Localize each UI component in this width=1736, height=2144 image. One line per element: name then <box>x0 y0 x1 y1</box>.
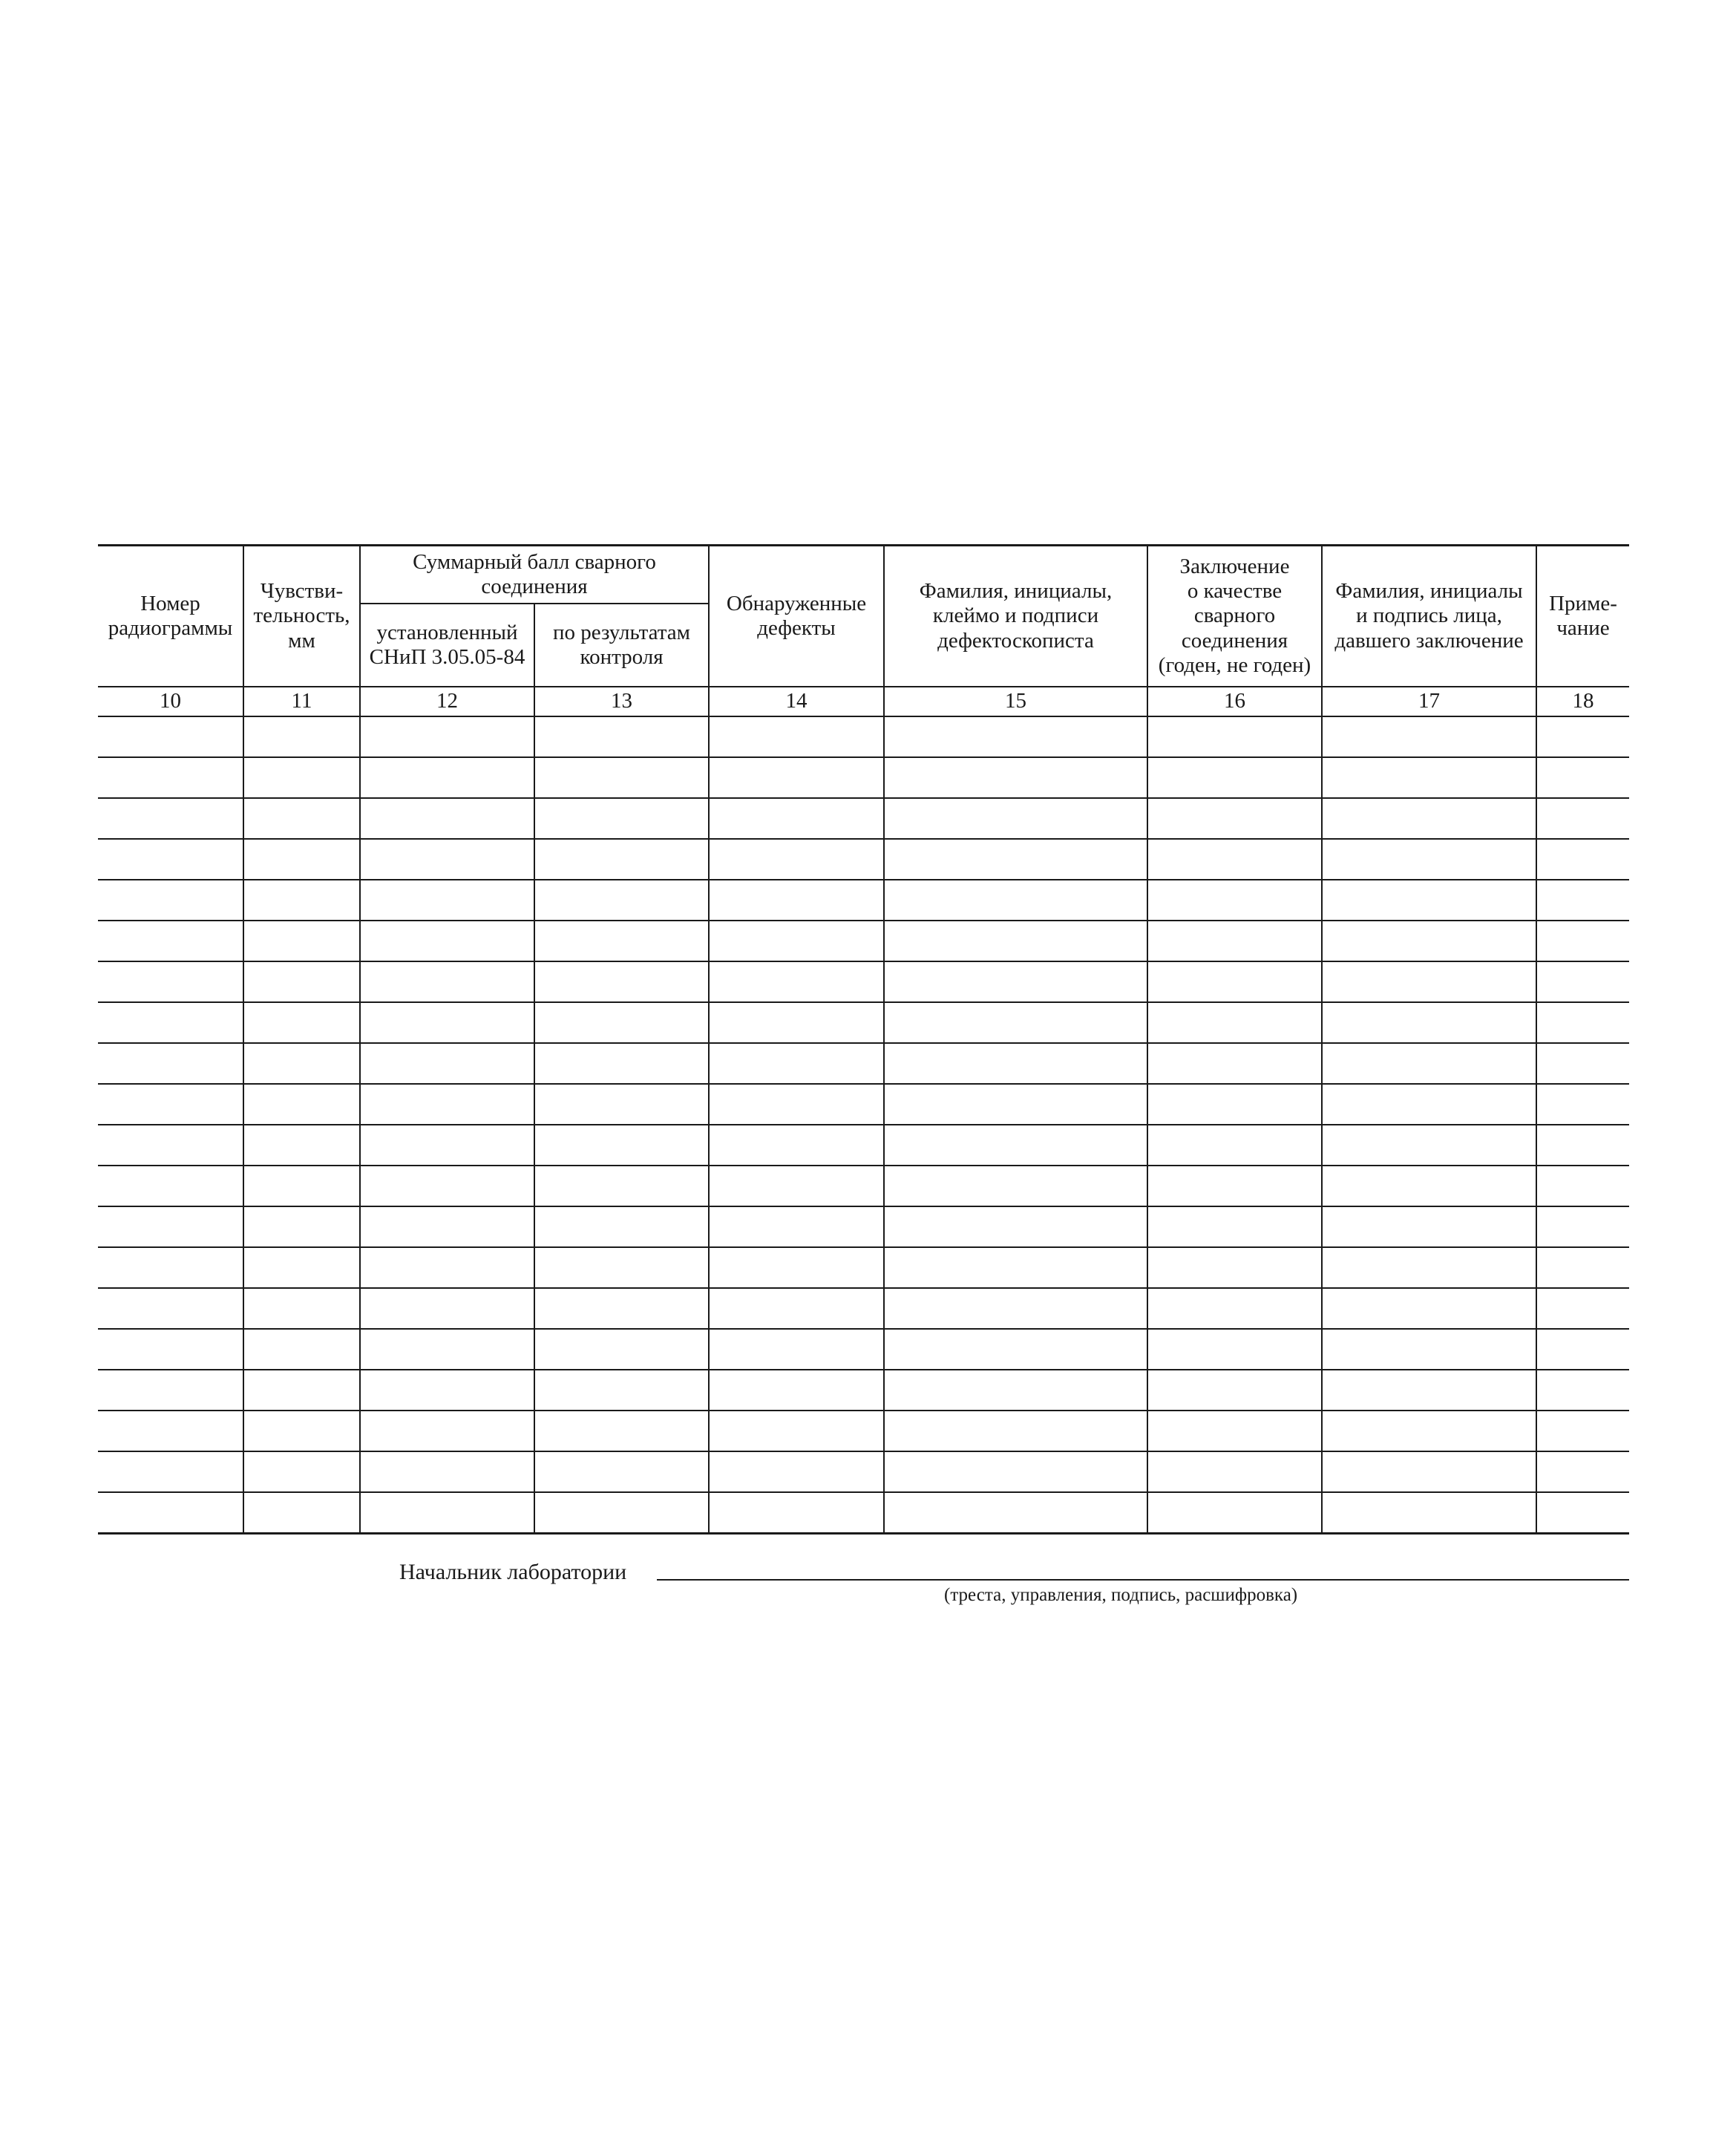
table-cell <box>243 1043 360 1084</box>
table-cell <box>1536 1370 1629 1411</box>
table-cell <box>709 1206 884 1247</box>
signature-block <box>399 1555 1629 1585</box>
table-cell <box>1322 880 1536 921</box>
signature-caption: (треста, управления, подпись, расшифровка) <box>944 1585 1298 1605</box>
table-cell <box>1536 921 1629 961</box>
table-cell <box>98 1247 243 1288</box>
table-row <box>98 757 1629 798</box>
table-cell <box>884 757 1147 798</box>
table-cell <box>243 1492 360 1534</box>
table-row <box>98 1288 1629 1329</box>
table-cell <box>534 1247 709 1288</box>
table-cell <box>534 1492 709 1534</box>
table-cell <box>1147 1043 1322 1084</box>
table-cell <box>534 716 709 757</box>
table-cell <box>709 1043 884 1084</box>
table-cell <box>360 1451 534 1492</box>
table-row <box>98 1370 1629 1411</box>
table-cell <box>709 1288 884 1329</box>
table-cell <box>1536 1411 1629 1451</box>
table-cell <box>1147 1084 1322 1125</box>
table-cell <box>1147 1166 1322 1206</box>
table-cell <box>1322 1206 1536 1247</box>
header-row-top <box>98 546 1629 604</box>
table-cell <box>243 1084 360 1125</box>
table-cell <box>1322 1125 1536 1166</box>
table-cell <box>534 839 709 880</box>
table-cell <box>534 1084 709 1125</box>
table-cell <box>534 880 709 921</box>
table-cell <box>709 1166 884 1206</box>
table-row <box>98 880 1629 921</box>
table-cell <box>884 1451 1147 1492</box>
table-cell <box>1147 1288 1322 1329</box>
column-number: 10 <box>98 687 243 716</box>
table-cell <box>1536 1247 1629 1288</box>
table-cell <box>1536 1125 1629 1166</box>
table-cell <box>98 1043 243 1084</box>
table-cell <box>884 1492 1147 1534</box>
table-row <box>98 1247 1629 1288</box>
table-row <box>98 1002 1629 1043</box>
table-cell <box>1536 716 1629 757</box>
table-cell <box>884 839 1147 880</box>
table-cell <box>360 1329 534 1370</box>
table-cell <box>534 1288 709 1329</box>
table-cell <box>360 1043 534 1084</box>
table-cell <box>243 1002 360 1043</box>
table-cell <box>243 921 360 961</box>
table-cell <box>884 1084 1147 1125</box>
table-cell <box>98 1329 243 1370</box>
table-cell <box>534 798 709 839</box>
table-cell <box>1322 1084 1536 1125</box>
header-cell-col12 <box>360 604 534 687</box>
column-number: 17 <box>1322 687 1536 716</box>
table-row <box>98 716 1629 757</box>
table-cell <box>360 839 534 880</box>
table-cell <box>884 716 1147 757</box>
table-cell <box>709 1084 884 1125</box>
table-cell <box>534 1411 709 1451</box>
table-cell <box>1322 1411 1536 1451</box>
table-cell <box>1536 1288 1629 1329</box>
header-cell-col14 <box>709 546 884 687</box>
table-cell <box>884 1125 1147 1166</box>
header-cell-col10 <box>98 546 243 687</box>
column-number: 15 <box>884 687 1147 716</box>
table-cell <box>360 921 534 961</box>
table-cell <box>98 1370 243 1411</box>
table-cell <box>1536 1451 1629 1492</box>
table-cell <box>243 839 360 880</box>
table-cell <box>360 1125 534 1166</box>
table-row <box>98 1411 1629 1451</box>
table-cell <box>98 1084 243 1125</box>
radiography-journal-table <box>98 544 1629 1535</box>
table-cell <box>1322 798 1536 839</box>
signature-label: Начальник лаборатории <box>399 1560 627 1584</box>
table-cell <box>1536 1043 1629 1084</box>
table-row <box>98 1084 1629 1125</box>
table-cell <box>360 1492 534 1534</box>
table-cell <box>709 1411 884 1451</box>
table-row <box>98 921 1629 961</box>
table-cell <box>1536 961 1629 1002</box>
table-cell <box>1147 1329 1322 1370</box>
table-cell <box>1536 757 1629 798</box>
table-cell <box>709 961 884 1002</box>
table-cell <box>709 716 884 757</box>
table-row <box>98 1451 1629 1492</box>
table-cell <box>243 1370 360 1411</box>
table-cell <box>709 1329 884 1370</box>
table-cell <box>243 1206 360 1247</box>
table-cell <box>243 757 360 798</box>
header-label-col11: Чувстви- тельность, мм <box>253 578 350 653</box>
table-cell <box>1536 839 1629 880</box>
table-cell <box>534 757 709 798</box>
header-cell-col18 <box>1536 546 1629 687</box>
table-cell <box>243 1288 360 1329</box>
table-row <box>98 961 1629 1002</box>
table-cell <box>1147 1492 1322 1534</box>
table-cell <box>1147 839 1322 880</box>
table-cell <box>1536 1492 1629 1534</box>
table-cell <box>884 921 1147 961</box>
table-cell <box>1147 880 1322 921</box>
table-cell <box>534 1206 709 1247</box>
table-cell <box>709 921 884 961</box>
header-label-col10: Номер радиограммы <box>108 591 233 640</box>
table-cell <box>709 880 884 921</box>
table-cell <box>243 1247 360 1288</box>
header-label-col18: Приме- чание <box>1549 591 1617 640</box>
table-row <box>98 1125 1629 1166</box>
header-label-col13: по результатам контроля <box>552 620 691 669</box>
header-cell-col15 <box>884 546 1147 687</box>
table-cell <box>360 1370 534 1411</box>
table-cell <box>709 1451 884 1492</box>
header-cell-col17 <box>1322 546 1536 687</box>
table-cell <box>243 798 360 839</box>
table-cell <box>884 1370 1147 1411</box>
table-row <box>98 1329 1629 1370</box>
table-cell <box>360 880 534 921</box>
table-cell <box>1147 716 1322 757</box>
table-cell <box>243 880 360 921</box>
table-cell <box>1322 757 1536 798</box>
table-cell <box>1322 1492 1536 1534</box>
table-cell <box>1147 757 1322 798</box>
header-cell-group-12-13 <box>360 546 709 604</box>
table-cell <box>360 1084 534 1125</box>
header-cell-col16 <box>1147 546 1322 687</box>
table-cell <box>98 921 243 961</box>
header-label-col16: Заключение о качестве сварного соединения (годен, не годен) <box>1158 554 1311 678</box>
table-cell <box>243 961 360 1002</box>
table-cell <box>98 1125 243 1166</box>
table-cell <box>360 1288 534 1329</box>
table-cell <box>360 1411 534 1451</box>
table-cell <box>534 1043 709 1084</box>
table-cell <box>534 1370 709 1411</box>
table-cell <box>1536 1166 1629 1206</box>
header-label-col12: установленный СНиП 3.05.05-84 <box>369 620 525 669</box>
table-cell <box>709 1370 884 1411</box>
table-row <box>98 1043 1629 1084</box>
table-cell <box>884 1002 1147 1043</box>
table-cell <box>709 798 884 839</box>
table-cell <box>243 1125 360 1166</box>
table-cell <box>360 1166 534 1206</box>
table-cell <box>98 1288 243 1329</box>
table-cell <box>360 1247 534 1288</box>
header-label-col14: Обнаруженные дефекты <box>726 591 867 640</box>
table-cell <box>243 1166 360 1206</box>
table-cell <box>534 1166 709 1206</box>
table-cell <box>884 1247 1147 1288</box>
table-cell <box>884 1206 1147 1247</box>
table-cell <box>1322 1370 1536 1411</box>
table-cell <box>1147 1125 1322 1166</box>
table-cell <box>1322 1043 1536 1084</box>
table-cell <box>1536 880 1629 921</box>
header-label-col17: Фамилия, инициалы и подпись лица, давшего заключение <box>1334 578 1524 653</box>
table-cell <box>709 1002 884 1043</box>
table-cell <box>1147 1370 1322 1411</box>
table-cell <box>1536 1002 1629 1043</box>
table-cell <box>709 1492 884 1534</box>
table-cell <box>98 880 243 921</box>
table-cell <box>1147 921 1322 961</box>
table-cell <box>1322 1288 1536 1329</box>
table-cell <box>98 1492 243 1534</box>
table-cell <box>534 921 709 961</box>
table-cell <box>1147 1411 1322 1451</box>
table-row <box>98 1166 1629 1206</box>
table-cell <box>360 716 534 757</box>
table-cell <box>243 716 360 757</box>
table-cell <box>709 839 884 880</box>
table-cell <box>534 1125 709 1166</box>
table-cell <box>1536 1329 1629 1370</box>
table-cell <box>360 1002 534 1043</box>
table-cell <box>1322 1002 1536 1043</box>
table-cell <box>1147 798 1322 839</box>
table-cell <box>884 798 1147 839</box>
column-number: 12 <box>360 687 534 716</box>
table-cell <box>98 1002 243 1043</box>
table-cell <box>1147 1002 1322 1043</box>
table-cell <box>98 798 243 839</box>
table-cell <box>884 1411 1147 1451</box>
table-row <box>98 1492 1629 1534</box>
table-cell <box>1147 1451 1322 1492</box>
table-cell <box>98 757 243 798</box>
table-cell <box>534 1329 709 1370</box>
table-row <box>98 839 1629 880</box>
table-cell <box>1322 716 1536 757</box>
header-label-col15: Фамилия, инициалы, клеймо и подписи дефектоскописта <box>919 578 1113 653</box>
table-cell <box>243 1451 360 1492</box>
table-cell <box>884 880 1147 921</box>
table-cell <box>1322 961 1536 1002</box>
table-cell <box>884 1329 1147 1370</box>
table-cell <box>1322 1247 1536 1288</box>
table-cell <box>98 1411 243 1451</box>
table-cell <box>98 1451 243 1492</box>
table-cell <box>1322 921 1536 961</box>
table-row <box>98 798 1629 839</box>
header-cell-col13 <box>534 604 709 687</box>
table-cell <box>884 961 1147 1002</box>
table-cell <box>534 1002 709 1043</box>
table-cell <box>884 1043 1147 1084</box>
table-cell <box>1322 1451 1536 1492</box>
table-row <box>98 1206 1629 1247</box>
table-cell <box>360 798 534 839</box>
table-cell <box>884 1288 1147 1329</box>
table-cell <box>360 961 534 1002</box>
column-number-row <box>98 687 1629 716</box>
table-cell <box>1536 1206 1629 1247</box>
column-number: 16 <box>1147 687 1322 716</box>
table-cell <box>1322 1329 1536 1370</box>
column-number: 18 <box>1536 687 1629 716</box>
table-cell <box>98 961 243 1002</box>
table-cell <box>1147 1206 1322 1247</box>
table-cell <box>98 1166 243 1206</box>
table-cell <box>709 1247 884 1288</box>
table-cell <box>534 961 709 1002</box>
table-cell <box>1147 1247 1322 1288</box>
column-number: 14 <box>709 687 884 716</box>
signature-line <box>657 1579 1629 1581</box>
table-cell <box>98 1206 243 1247</box>
table-cell <box>98 716 243 757</box>
table-cell <box>1536 1084 1629 1125</box>
table-cell <box>1322 1166 1536 1206</box>
column-number: 13 <box>534 687 709 716</box>
table-cell <box>1322 839 1536 880</box>
header-label-group-12-13: Суммарный балл сварного соединения <box>413 549 656 598</box>
table-cell <box>360 1206 534 1247</box>
table-cell <box>1147 961 1322 1002</box>
table-cell <box>534 1451 709 1492</box>
table-cell <box>1536 798 1629 839</box>
table-cell <box>709 1125 884 1166</box>
table-cell <box>360 757 534 798</box>
table-cell <box>243 1411 360 1451</box>
table-cell <box>709 757 884 798</box>
column-number: 11 <box>243 687 360 716</box>
header-cell-col11 <box>243 546 360 687</box>
table-cell <box>243 1329 360 1370</box>
table-cell <box>98 839 243 880</box>
table-cell <box>884 1166 1147 1206</box>
